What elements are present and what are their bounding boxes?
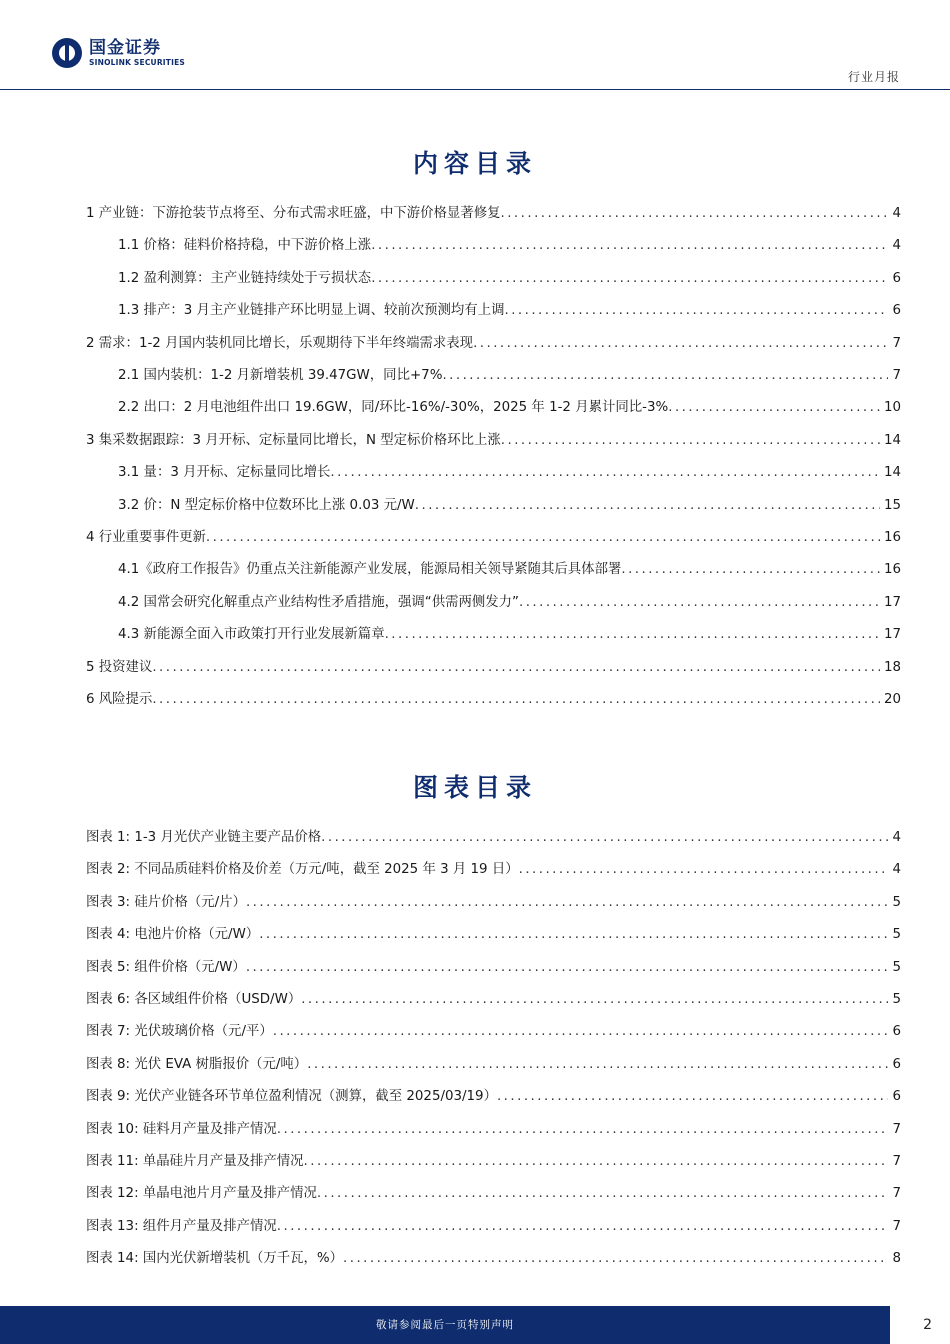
figure-entry-title: 图表 10: 硅料月产量及排产情况 [86,1121,277,1137]
figures-title: 图表目录 [412,773,537,802]
dot-leader [277,1120,889,1140]
page-footer [0,1306,950,1344]
figure-entry-title: 图表 12: 单晶电池片月产量及排产情况 [86,1186,317,1202]
figure-entry-page: 4 [892,830,901,845]
contents-entry[interactable] [118,366,901,386]
dot-leader [343,1249,888,1269]
dot-leader [385,625,880,645]
figure-entry[interactable] [86,1120,901,1140]
figure-entry[interactable] [86,1087,901,1107]
figure-entry[interactable] [86,1249,901,1269]
dot-leader [317,1184,889,1204]
figure-entry-page: 5 [892,894,901,910]
dot-leader [321,828,888,848]
logo-chinese-name: 国金证券 [89,37,161,58]
figure-entry-title: 图表 4: 电池片价格（元/W） [86,927,260,943]
contents-entry[interactable] [118,301,901,321]
contents-entry-title: 4.1《政府工作报告》仍重点关注新能源产业发展，能源局相关领导紧随其后具体部署 [118,562,622,578]
contents-entry-page: 10 [883,400,901,416]
contents-entry-page: 6 [892,303,901,319]
figure-entry-page: 7 [892,1186,901,1202]
dot-leader [206,528,880,548]
figure-entry[interactable] [86,828,901,848]
figure-entry-page: 6 [892,1089,901,1105]
contents-entry-title: 6 风险提示 [86,692,153,707]
figure-entry-title: 图表 7: 光伏玻璃价格（元/平） [86,1024,273,1040]
page-number: 2 [923,1317,932,1333]
dot-leader [307,1055,888,1075]
dot-leader [497,1087,889,1107]
figure-entry-page: 5 [892,992,901,1007]
figure-entry-title: 图表 13: 组件月产量及排产情况 [86,1218,277,1234]
footer-notice: 敬请参阅最后一页特别声明 [376,1319,514,1331]
contents-entry[interactable] [118,463,901,483]
figure-entry-page: 5 [892,959,901,975]
contents-entry-page: 18 [883,659,901,675]
figure-entry-title: 图表 2: 不同品质硅料价格及价差（万元/吨，截至 2025 年 3 月 19 日） [86,862,519,878]
figure-entry-page: 4 [892,862,901,878]
dot-leader [442,366,888,386]
contents-entry-page: 7 [892,368,901,383]
contents-entry[interactable] [118,236,901,256]
contents-entry-page: 14 [883,465,901,481]
figure-entry[interactable] [86,990,901,1010]
contents-entry-page: 16 [883,562,901,578]
dot-leader [330,463,880,483]
contents-entry-page: 17 [883,627,901,643]
dot-leader [152,690,880,710]
contents-entry-page: 16 [883,530,901,545]
contents-entry-page: 15 [883,497,901,513]
dot-leader [621,560,880,580]
figure-entry[interactable] [86,1022,901,1042]
page-header [0,0,950,92]
contents-entry-page: 4 [892,206,901,221]
contents-entry[interactable] [86,334,901,354]
contents-entry[interactable] [118,496,901,516]
dot-leader [504,301,888,321]
dot-leader [246,958,889,978]
figure-entry[interactable] [86,1055,901,1075]
dot-leader [371,236,888,256]
contents-entry-title: 4.2 国常会研究化解重点产业结构性矛盾措施，强调“供需两侧发力” [118,594,519,610]
dot-leader [301,990,888,1010]
dot-leader [473,334,888,354]
figure-entry-title: 图表 14: 国内光伏新增装机（万千瓦，%） [86,1251,344,1267]
dot-leader [152,658,880,678]
figure-entry[interactable] [86,958,901,978]
contents-entry[interactable] [118,398,901,418]
figure-entry-title: 图表 5: 组件价格（元/W） [86,959,246,975]
logo-english-name: SINOLINK SECURITIES [89,57,186,67]
report-type-label: 行业月报 [847,70,900,84]
contents-entry[interactable] [86,204,901,224]
figure-entry-title: 图表 9: 光伏产业链各环节单位盈利情况（测算，截至 2025/03/19） [86,1089,497,1105]
contents-entry-title: 3.1 量：3 月开标、定标量同比增长 [118,465,331,481]
figure-entry[interactable] [86,925,901,945]
contents-entry-page: 20 [883,692,901,707]
dot-leader [246,893,889,913]
contents-entry-page: 17 [883,594,901,610]
contents-entry[interactable] [118,593,901,613]
figure-entry[interactable] [86,1184,901,1204]
figure-entry-page: 7 [892,1218,901,1234]
dot-leader [519,860,889,880]
contents-entry-title: 4 行业重要事件更新 [86,530,206,545]
figure-entry[interactable] [86,1217,901,1237]
dot-leader [371,269,888,289]
header-divider [0,89,950,90]
contents-entry-title: 2.2 出口：2 月电池组件出口 19.6GW，同/环比-16%/-30%，2025 年 1-2 月累计同比-3% [118,400,669,416]
figure-entry-title: 图表 1: 1-3 月光伏产业链主要产品价格 [86,830,322,845]
figure-entry-title: 图表 6: 各区域组件价格（USD/W） [86,992,302,1007]
contents-entry-title: 3 集采数据跟踪：3 月开标、定标量同比增长，N 型定标价格环比上涨 [86,432,501,448]
figure-entry-title: 图表 8: 光伏 EVA 树脂报价（元/吨） [86,1056,308,1072]
contents-entry-page: 4 [892,238,901,254]
dot-leader [501,204,889,224]
contents-entry[interactable] [118,269,901,289]
contents-entry-title: 4.3 新能源全面入市政策打开行业发展新篇章 [118,627,385,643]
contents-entry[interactable] [86,690,901,710]
contents-entry-title: 2.1 国内装机：1-2 月新增装机 39.47GW，同比+7% [118,368,443,383]
figure-entry[interactable] [86,893,901,913]
dot-leader [501,431,880,451]
contents-entry-page: 14 [883,432,901,448]
contents-entry-page: 6 [892,270,901,286]
figure-entry-page: 7 [892,1154,901,1169]
contents-entry-title: 1.3 排产：3 月主产业链排产环比明显上调、较前次预测均有上调 [118,303,505,319]
contents-entry[interactable] [86,528,901,548]
contents-entry-page: 7 [892,335,901,351]
contents-entry-title: 1 产业链：下游抢装节点将至、分布式需求旺盛，中下游价格显著修复 [86,206,501,221]
figure-entry-page: 6 [892,1056,901,1072]
company-logo [52,36,185,70]
contents-entry[interactable] [86,658,901,678]
contents-title: 内容目录 [412,149,537,178]
dot-leader [273,1022,889,1042]
figure-entry-title: 图表 3: 硅片价格（元/片） [86,894,246,910]
contents-entry[interactable] [118,625,901,645]
dot-leader [668,398,880,418]
figure-entry-page: 5 [892,927,901,943]
contents-entry-title: 1.2 盈利测算：主产业链持续处于亏损状态 [118,270,372,286]
figure-entry[interactable] [86,860,901,880]
dot-leader [415,496,880,516]
contents-entry[interactable] [86,431,901,451]
dot-leader [304,1152,889,1172]
contents-entry-title: 1.1 价格：硅料价格持稳，中下游价格上涨 [118,238,372,254]
contents-entry-title: 2 需求：1-2 月国内装机同比增长，乐观期待下半年终端需求表现 [86,335,474,351]
figure-entry-page: 7 [892,1121,901,1137]
contents-entry-title: 5 投资建议 [86,659,153,675]
dot-leader [259,925,888,945]
dot-leader [277,1217,889,1237]
figure-entry-page: 6 [892,1024,901,1040]
logo-mark-icon [52,38,82,68]
dot-leader [519,593,880,613]
figure-entry-page: 8 [892,1251,901,1267]
contents-entry[interactable] [118,560,901,580]
figure-entry[interactable] [86,1152,901,1172]
contents-entry-title: 3.2 价：N 型定标价格中位数环比上涨 0.03 元/W [118,497,415,513]
figure-entry-title: 图表 11: 单晶硅片月产量及排产情况 [86,1154,304,1169]
